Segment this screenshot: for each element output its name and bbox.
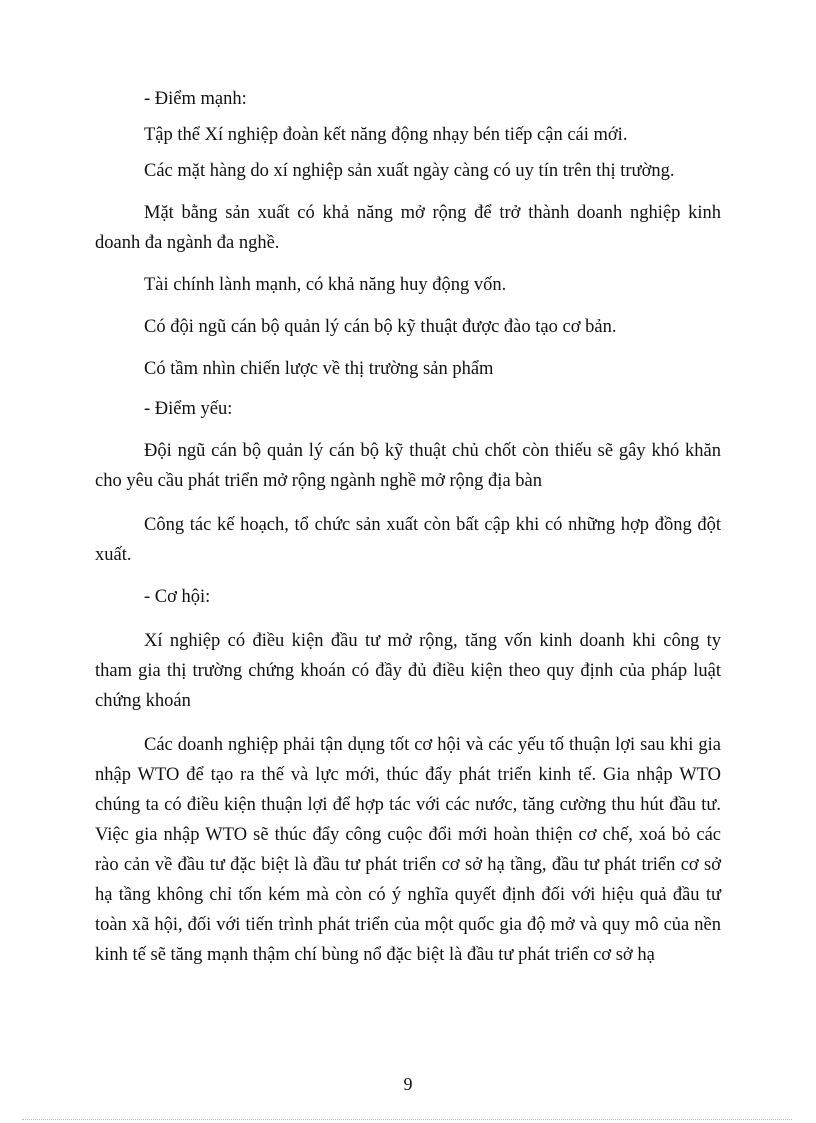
page-bottom-divider: [22, 1119, 792, 1120]
list-item: Tài chính lành mạnh, có khả năng huy động vốn.: [144, 275, 507, 295]
paragraph: Đội ngũ cán bộ quản lý cán bộ kỹ thuật chủ chốt còn thiếu sẽ gây khó khăn cho yêu cầu phát triển mở rộng ngành nghề mở rộng địa bàn: [95, 441, 721, 491]
heading-weaknesses: - Điểm yếu:: [144, 399, 233, 419]
heading-opportunities: - Cơ hội:: [144, 587, 211, 607]
paragraph: Mặt bằng sản xuất có khả năng mở rộng để trở thành doanh nghiệp kinh doanh đa ngành đa nghề.: [95, 203, 721, 253]
list-item: Các mặt hàng do xí nghiệp sản xuất ngày càng có uy tín trên thị trường.: [144, 161, 675, 181]
page-body: [95, 84, 721, 970]
list-item: Có đội ngũ cán bộ quản lý cán bộ kỹ thuật được đào tạo cơ bản.: [144, 317, 617, 337]
list-item: Tập thể Xí nghiệp đoàn kết năng động nhạy bén tiếp cận cái mới.: [144, 125, 628, 145]
list-item: Có tầm nhìn chiến lược về thị trường sản phẩm: [144, 359, 494, 379]
page-number: 9: [403, 1074, 413, 1094]
paragraph: Công tác kế hoạch, tổ chức sản xuất còn bất cập khi có những hợp đồng đột xuất.: [95, 515, 721, 565]
heading-strengths: - Điểm mạnh:: [144, 89, 247, 109]
paragraph: Xí nghiệp có điều kiện đầu tư mở rộng, tăng vốn kinh doanh khi công ty tham gia thị trường chứng khoán có đầy đủ điều kiện theo quy định của pháp luật chứng khoán: [95, 631, 721, 711]
paragraph: Các doanh nghiệp phải tận dụng tốt cơ hội và các yếu tố thuận lợi sau khi gia nhập WTO để tạo ra thế và lực mới, thúc đẩy phát triển kinh tế. Gia nhập WTO chúng ta có điều kiện thuận lợi để hợp tác với các nước, tăng cường thu hút đầu tư. Việc gia nhập WTO sẽ thúc đẩy công cuộc đổi mới hoàn thiện cơ chế, xoá bỏ các rào cản về đầu tư đặc biệt là đầu tư phát triển cơ sở hạ tầng, đầu tư phát triển cơ sở hạ tầng không chỉ tốn kém mà còn có ý nghĩa quyết định đối với hiệu quả đầu tư toàn xã hội, đối với tiến trình phát triển của một quốc gia độ mở và quy mô của nền kinh tế sẽ tăng mạnh thậm chí bùng nổ đặc biệt là đầu tư phát triển cơ sở hạ: [95, 735, 721, 965]
